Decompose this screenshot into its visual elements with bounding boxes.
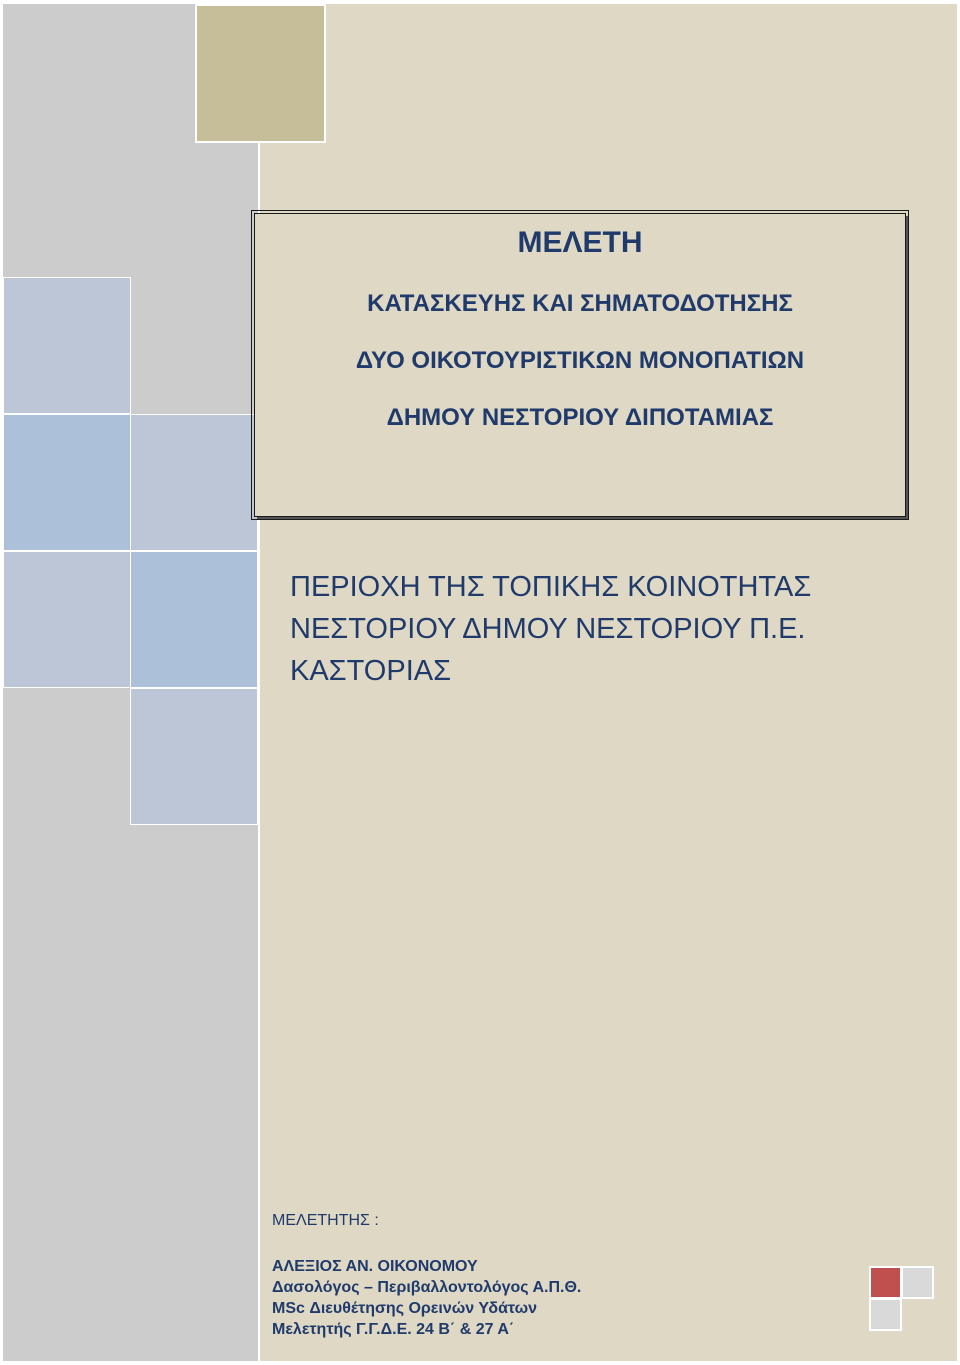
tan-decorative-block bbox=[195, 4, 326, 143]
region-block bbox=[290, 566, 890, 692]
title-box bbox=[254, 213, 906, 517]
decorative-tile bbox=[3, 414, 131, 551]
document-title: ΜΕΛΕΤΗ bbox=[517, 226, 643, 259]
author-block bbox=[272, 1256, 581, 1340]
decorative-tile bbox=[130, 688, 258, 825]
author-title-2: MSc Διευθέτησης Ορεινών Υδάτων bbox=[272, 1300, 538, 1317]
red-corner-square bbox=[869, 1266, 902, 1299]
title-line-1: ΚΑΤΑΣΚΕΥΗΣ ΚΑΙ ΣΗΜΑΤΟΔΟΤΗΣΗΣ bbox=[367, 290, 793, 317]
decorative-tile bbox=[3, 551, 131, 688]
decorative-tile bbox=[130, 551, 258, 688]
author-title-1: Δασολόγος – Περιβαλλοντολόγος Α.Π.Θ. bbox=[272, 1279, 582, 1296]
author-name: ΑΛΕΞΙΟΣ ΑΝ. ΟΙΚΟΝΟΜΟΥ bbox=[272, 1258, 478, 1275]
strip-divider bbox=[258, 4, 260, 1361]
author-label: ΜΕΛΕΤΗΤΗΣ : bbox=[272, 1212, 379, 1229]
region-line-1: ΠΕΡΙΟΧΗ ΤΗΣ ΤΟΠΙΚΗΣ ΚΟΙΝΟΤΗΤΑΣ bbox=[290, 571, 812, 603]
gray-corner-square bbox=[901, 1266, 934, 1299]
title-line-3: ΔΗΜΟΥ ΝΕΣΤΟΡΙΟΥ ΔΙΠΟΤΑΜΙΑΣ bbox=[386, 404, 774, 431]
author-title-3: Μελετητής Γ.Γ.Δ.Ε. 24 Β΄ & 27 Α΄ bbox=[272, 1321, 515, 1338]
decorative-tile bbox=[3, 277, 131, 414]
decorative-tile bbox=[130, 414, 258, 551]
title-line-2: ΔΥΟ ΟΙΚΟΤΟΥΡΙΣΤΙΚΩΝ ΜΟΝΟΠΑΤΙΩΝ bbox=[355, 347, 805, 374]
gray-corner-square bbox=[869, 1298, 902, 1331]
region-line-3: ΚΑΣΤΟΡΙΑΣ bbox=[290, 655, 452, 687]
region-line-2: ΝΕΣΤΟΡΙΟΥ ΔΗΜΟΥ ΝΕΣΤΟΡΙΟΥ Π.Ε. bbox=[290, 613, 806, 645]
